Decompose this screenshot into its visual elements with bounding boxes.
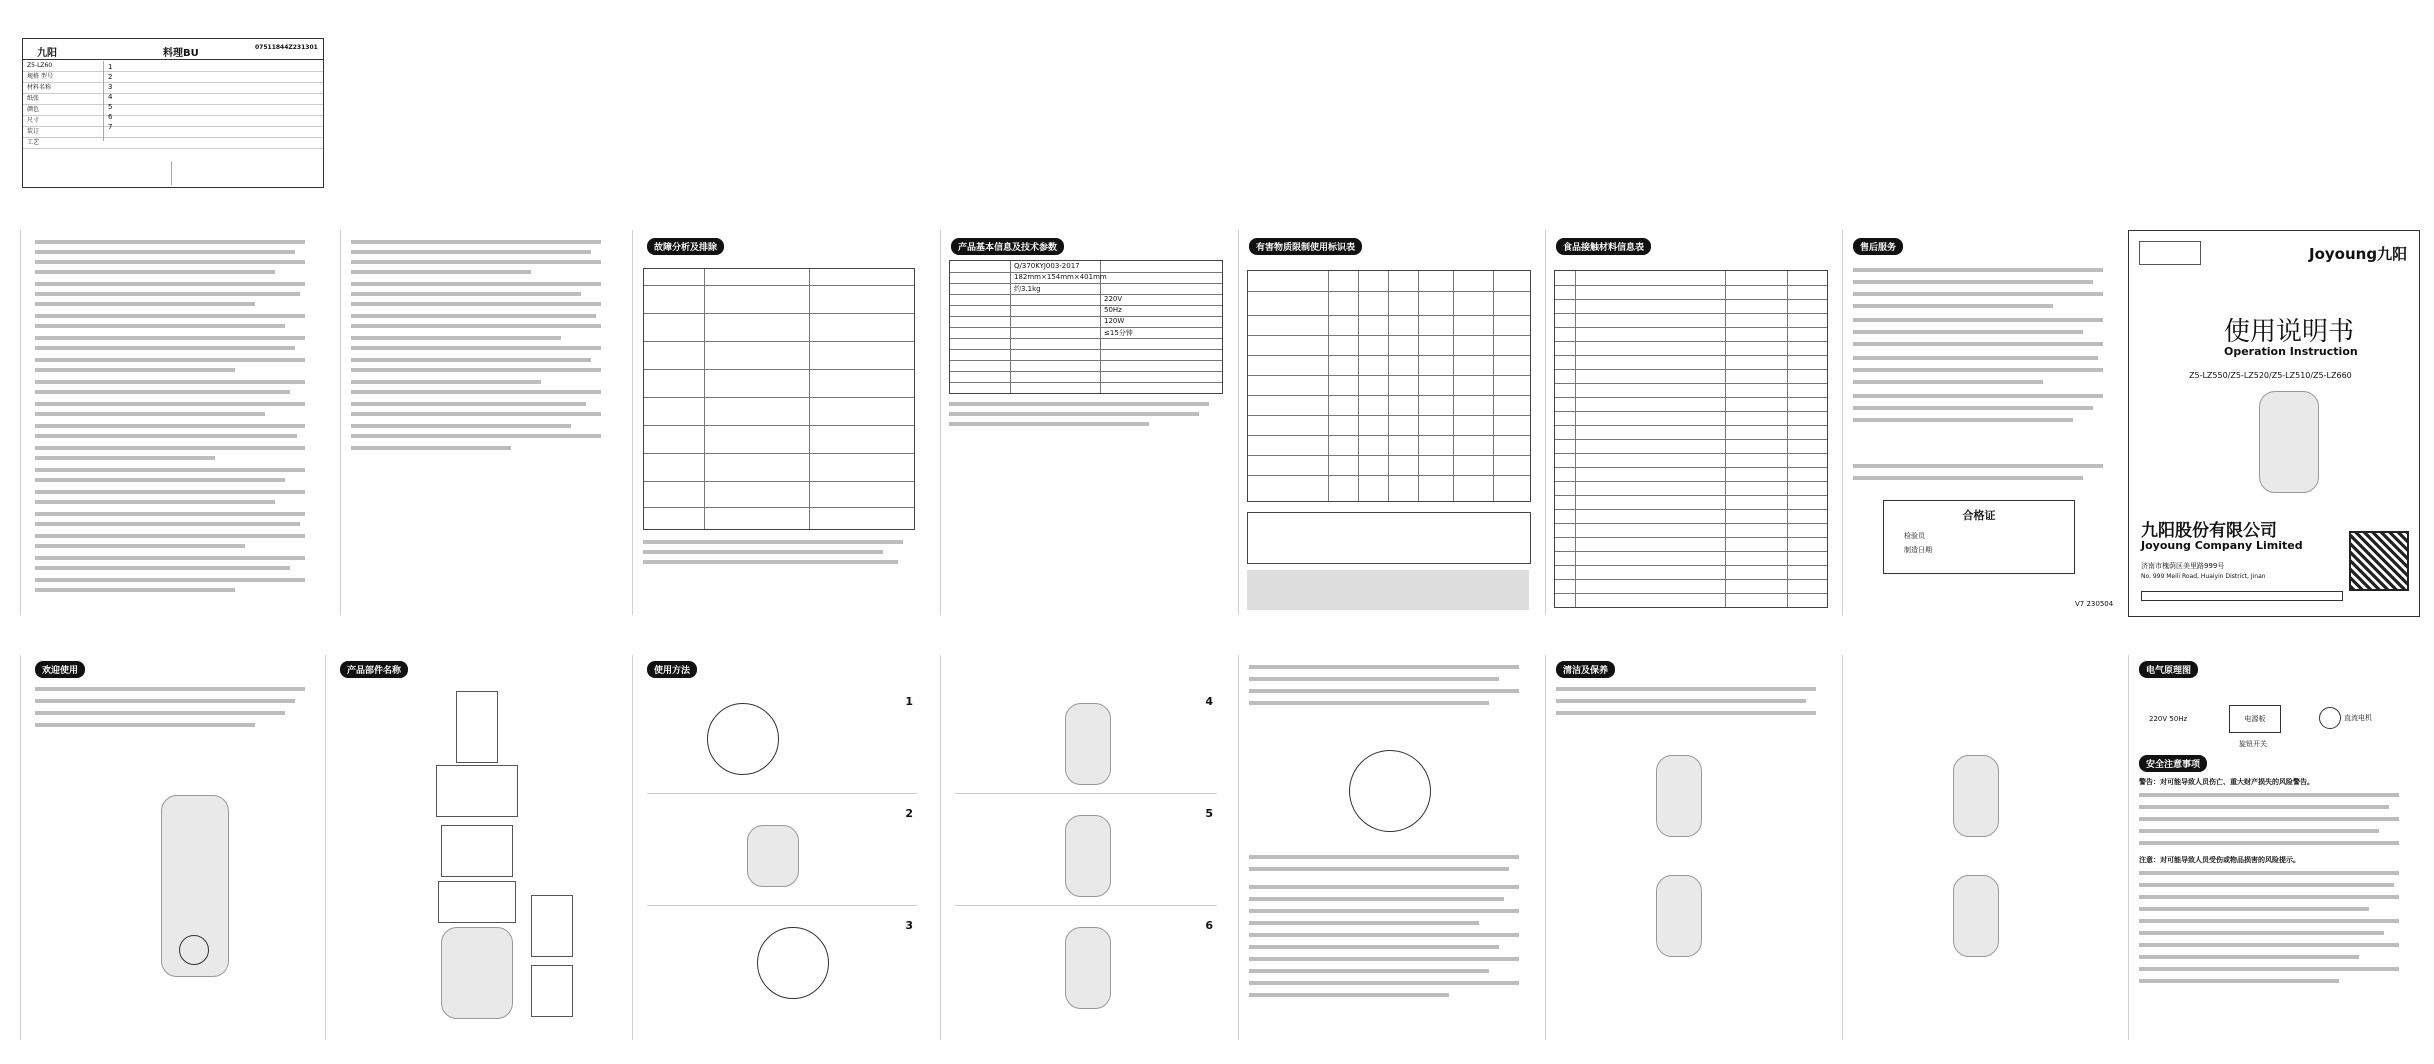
part-pusher	[456, 691, 498, 763]
circuit-title: 电气原理图	[2139, 661, 2198, 678]
panel-service	[1842, 230, 2123, 615]
spec-weight: 约3.1kg	[1014, 285, 1041, 293]
step-block-5	[955, 805, 1217, 906]
cover-company-cn: 九阳股份有限公司	[2141, 521, 2277, 541]
hazard-note	[1247, 570, 1529, 610]
panel-fault	[632, 230, 933, 615]
hazard-table	[1247, 270, 1531, 502]
safety-title: 安全注意事项	[2139, 755, 2207, 772]
revision-header	[23, 39, 323, 60]
step-4-number: 4	[1205, 695, 1213, 708]
change-4: 4	[108, 93, 113, 101]
cleaning-illustration-3	[1953, 755, 1999, 837]
fault-title: 故障分析及排除	[647, 238, 724, 255]
step-3-number: 3	[905, 919, 913, 932]
change-5: 5	[108, 103, 113, 111]
circuit-motor: 直流电机	[2344, 714, 2372, 722]
cover-badge	[2139, 241, 2201, 265]
step-2-number: 2	[905, 807, 913, 820]
step-6-number: 6	[1205, 919, 1213, 932]
step-6-illustration	[1065, 927, 1111, 1009]
revision-brand: 九阳	[37, 48, 57, 59]
circuit-board: 电源板	[2229, 705, 2281, 733]
cleaning-title: 清洁及保养	[1556, 661, 1615, 678]
part-strainer	[438, 881, 516, 923]
spec-size: 182mm×154mm×401mm	[1014, 273, 1107, 281]
step-1-number: 1	[905, 695, 913, 708]
revision-row: 尺寸	[23, 116, 323, 127]
revision-division: 料理BU	[163, 48, 199, 59]
change-1: 1	[108, 63, 113, 71]
cover-models: Z5-LZ550/Z5-LZ520/Z5-LZ510/Z5-LZ660	[2189, 371, 2352, 380]
revision-row: 材料名称	[23, 83, 323, 94]
step-4-illustration	[1065, 703, 1111, 785]
safety-warning: 警告：对可能导致人员伤亡、重大财产损失的风险警告。	[2139, 778, 2314, 786]
cleaning-illustration-2	[1656, 875, 1702, 957]
panel-welcome	[20, 655, 321, 1040]
revision-doc-code: 07511844Z231301	[255, 44, 318, 51]
change-6: 6	[108, 113, 113, 121]
step-block-6	[955, 917, 1217, 1017]
change-7: 7	[108, 123, 113, 131]
panel-cleaning-1	[1545, 655, 1836, 1040]
panel-usage-1	[632, 655, 933, 1040]
part-juice-cup	[531, 895, 573, 957]
part-base	[441, 927, 513, 1019]
part-lid	[436, 765, 518, 817]
step-3-illustration	[757, 927, 829, 999]
spec-time: ≤15分钟	[1104, 329, 1133, 337]
certificate-date: 制造日期	[1904, 546, 1932, 554]
fault-table	[643, 268, 915, 530]
panel-notes-1	[20, 230, 321, 615]
circuit-switch: 旋钮开关	[2239, 740, 2267, 748]
welcome-title: 欢迎使用	[35, 661, 85, 678]
panel-hazard	[1238, 230, 1539, 615]
knob-icon	[179, 935, 209, 965]
step-5-illustration	[1065, 815, 1111, 897]
revision-row: 装订	[23, 127, 323, 138]
cover-address-en: No. 999 Meili Road, Huaiyin District, Jinan	[2141, 573, 2266, 580]
cover-logo: Joyoung九阳	[2309, 245, 2408, 263]
panel-food-contact	[1545, 230, 1836, 615]
cover-product-image	[2259, 391, 2319, 493]
certificate-inspector: 检验员	[1904, 532, 1925, 540]
control-knob-icon	[1349, 750, 1431, 832]
safety-caution: 注意：对可能导致人员受伤或物品损害的风险提示。	[2139, 856, 2300, 864]
hazard-recycle-box	[1247, 512, 1531, 564]
revision-row: 规格 型号	[23, 72, 323, 83]
motor-icon	[2319, 707, 2341, 729]
revision-row: 纸张	[23, 94, 323, 105]
step-2-illustration	[747, 825, 799, 887]
cover-address: 济南市槐荫区美里路999号	[2141, 562, 2225, 570]
panel-specs	[940, 230, 1231, 615]
specs-title: 产品基本信息及技术参数	[951, 238, 1064, 255]
step-block-1	[647, 693, 917, 794]
change-3: 3	[108, 83, 113, 91]
parts-title: 产品部件名称	[340, 661, 408, 678]
certificate-box	[1883, 500, 2075, 574]
cleaning-illustration-1	[1656, 755, 1702, 837]
panel-knob	[1238, 655, 1539, 1040]
specs-table	[949, 260, 1223, 394]
cover-footer-box	[2141, 591, 2343, 601]
panel-cleaning-2	[1842, 655, 2123, 1040]
version-label: V7 230504	[2075, 600, 2114, 608]
revision-notes	[171, 161, 322, 185]
panel-circuit	[2128, 655, 2419, 1040]
hazard-title: 有害物质限制使用标识表	[1249, 238, 1362, 255]
cover-company-en: Joyoung Company Limited	[2141, 539, 2303, 552]
usage-title: 使用方法	[647, 661, 697, 678]
certificate-title: 合格证	[1962, 509, 1996, 522]
step-1-illustration	[707, 703, 779, 775]
revision-change-col	[103, 61, 184, 141]
qr-code-icon	[2349, 531, 2409, 591]
panel-usage-2	[940, 655, 1231, 1040]
circuit-supply: 220V 50Hz	[2149, 715, 2188, 723]
part-pulp-cup	[531, 965, 573, 1017]
part-screw	[441, 825, 513, 877]
revision-row: Z5-LZ60	[23, 61, 323, 72]
step-block-3	[647, 917, 917, 1017]
spec-standard: Q/370KYJ003-2017	[1014, 262, 1080, 270]
cleaning-illustration-4	[1953, 875, 1999, 957]
step-5-number: 5	[1205, 807, 1213, 820]
food-title: 食品接触材料信息表	[1556, 238, 1651, 255]
spec-voltage: 220V	[1104, 295, 1123, 303]
spec-power: 120W	[1104, 317, 1125, 325]
revision-box	[22, 38, 324, 188]
panel-notes-2	[340, 230, 621, 615]
panel-parts	[325, 655, 626, 1040]
cover-title-en: Operation Instruction	[2224, 345, 2358, 358]
food-table	[1554, 270, 1828, 608]
step-block-2	[647, 805, 917, 906]
step-block-4	[955, 693, 1217, 794]
spec-frequency: 50Hz	[1104, 306, 1122, 314]
service-title: 售后服务	[1853, 238, 1903, 255]
change-2: 2	[108, 73, 113, 81]
revision-row: 颜色	[23, 105, 323, 116]
panel-cover	[2128, 230, 2420, 617]
revision-row: 工艺	[23, 138, 323, 149]
cover-title-cn: 使用说明书	[2224, 317, 2355, 347]
